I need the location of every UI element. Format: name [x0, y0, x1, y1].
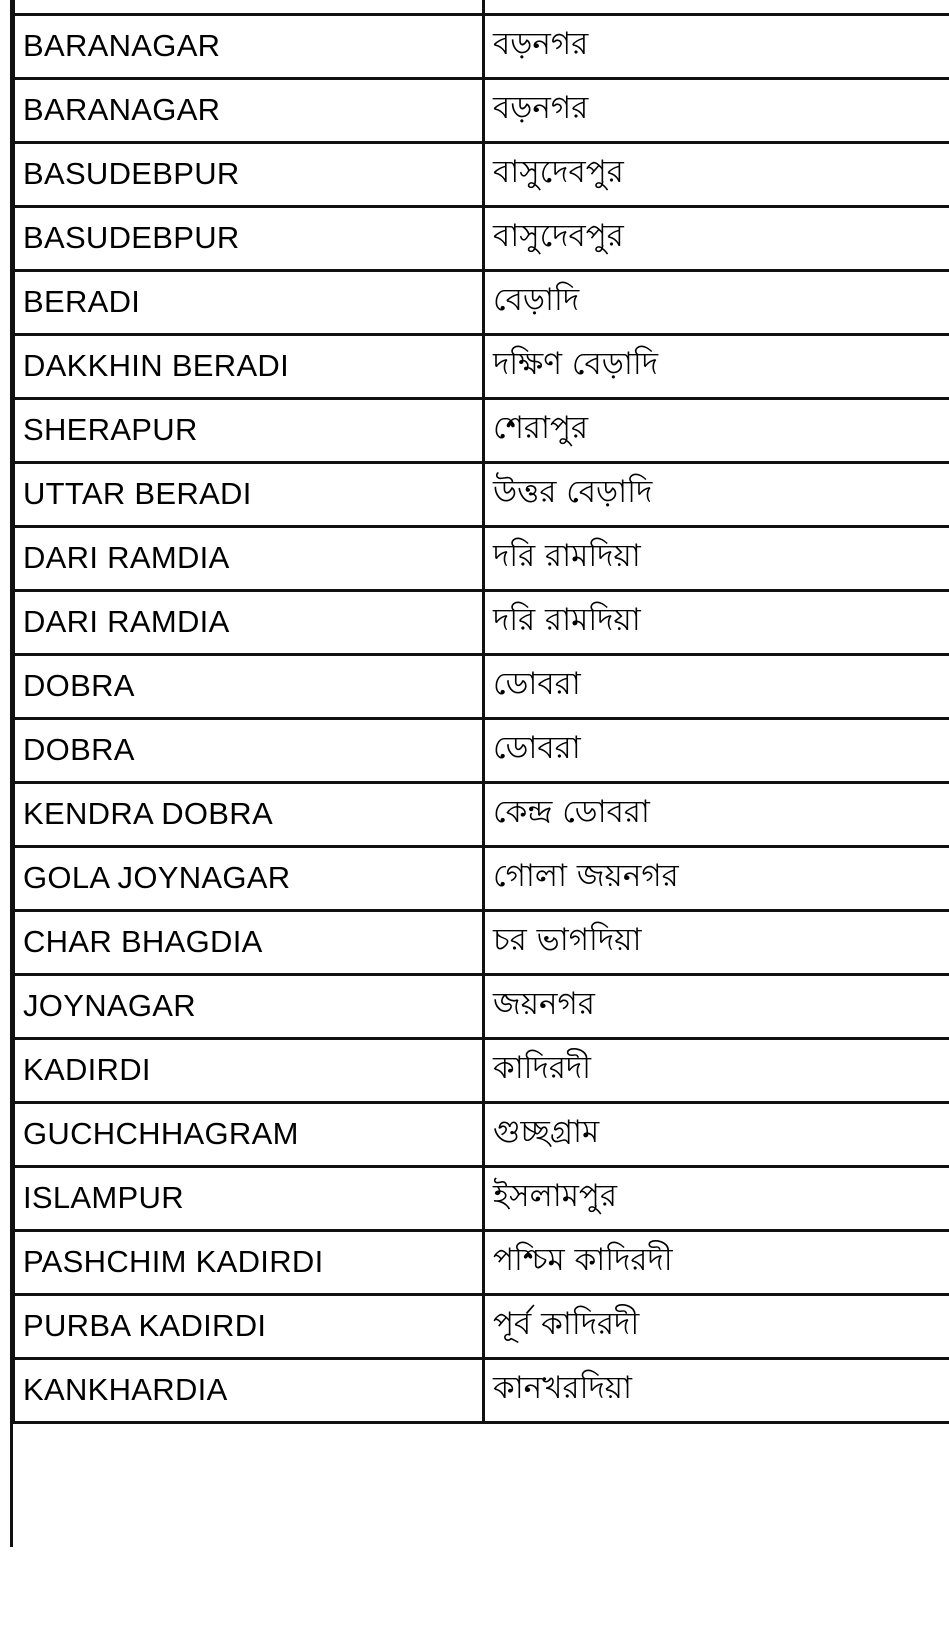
english-name-cell: DOBRA	[14, 718, 484, 782]
bengali-name-cell: বড়নগর	[484, 78, 949, 142]
english-name-cell: BARANAGAR	[14, 78, 484, 142]
english-name-cell: BARANAGAR	[14, 14, 484, 78]
bengali-name-cell: উত্তর বেড়াদি	[484, 462, 949, 526]
bengali-name-cell: কাদিরদী	[484, 1038, 949, 1102]
bengali-name-cell: ডোবরা	[484, 654, 949, 718]
table-row	[14, 462, 949, 526]
english-name-cell: BERADI	[14, 270, 484, 334]
table-row	[14, 718, 949, 782]
english-name-cell: ISLAMPUR	[14, 1166, 484, 1230]
table-row	[14, 1230, 949, 1294]
table-row	[14, 590, 949, 654]
bengali-name-cell: পশ্চিম কাদিরদী	[484, 1230, 949, 1294]
bengali-name-cell: দরি রামদিয়া	[484, 590, 949, 654]
bengali-name-cell: ইসলামপুর	[484, 1166, 949, 1230]
bengali-name-cell: জয়নগর	[484, 974, 949, 1038]
english-name-cell: CHAR BHAGDIA	[14, 910, 484, 974]
english-name-cell: KADIRDI	[14, 1038, 484, 1102]
bengali-name-cell: কানখরদিয়া	[484, 1358, 949, 1422]
table-row	[14, 206, 949, 270]
table-row	[14, 654, 949, 718]
table-row	[14, 782, 949, 846]
table-row	[14, 846, 949, 910]
table-row	[14, 142, 949, 206]
table-row	[14, 1358, 949, 1422]
english-name-cell: BASUDEBPUR	[14, 206, 484, 270]
table-row	[14, 1038, 949, 1102]
english-name-cell: KENDRA DOBRA	[14, 782, 484, 846]
table-body	[14, 0, 949, 1422]
table-row	[14, 270, 949, 334]
english-name-cell: PURBA KADIRDI	[14, 1294, 484, 1358]
english-name-cell: GUCHCHHAGRAM	[14, 1102, 484, 1166]
bengali-name-cell: চর ভাগদিয়া	[484, 910, 949, 974]
english-name-cell: BASUDEBPUR	[14, 142, 484, 206]
bengali-name-cell: ডোবরা	[484, 718, 949, 782]
english-name-cell: PASHCHIM KADIRDI	[14, 1230, 484, 1294]
english-name-cell: JOYNAGAR	[14, 974, 484, 1038]
english-name-cell: DAKKHIN BERADI	[14, 334, 484, 398]
bengali-name-cell: বাসুদেবপুর	[484, 142, 949, 206]
table-row	[14, 334, 949, 398]
table-row	[14, 1166, 949, 1230]
bengali-name-cell: বেড়াদি	[484, 270, 949, 334]
english-name-cell: GOLA JOYNAGAR	[14, 846, 484, 910]
english-name-cell: SHERAPUR	[14, 398, 484, 462]
cut-off-header-cell-english	[14, 0, 484, 14]
bengali-name-cell: গুচ্ছগ্রাম	[484, 1102, 949, 1166]
table-row	[14, 1102, 949, 1166]
village-name-table-wrapper	[12, 0, 949, 1424]
bengali-name-cell: দক্ষিণ বেড়াদি	[484, 334, 949, 398]
bengali-name-cell: শেরাপুর	[484, 398, 949, 462]
bengali-name-cell: বড়নগর	[484, 14, 949, 78]
english-name-cell: DARI RAMDIA	[14, 590, 484, 654]
table-row	[14, 398, 949, 462]
bengali-name-cell: কেন্দ্র ডোবরা	[484, 782, 949, 846]
english-name-cell: KANKHARDIA	[14, 1358, 484, 1422]
bengali-name-cell: গোলা জয়নগর	[484, 846, 949, 910]
cut-off-header-cell-bengali	[484, 0, 949, 14]
table-row	[14, 974, 949, 1038]
bengali-name-cell: দরি রামদিয়া	[484, 526, 949, 590]
english-name-cell: UTTAR BERADI	[14, 462, 484, 526]
table-row	[14, 1294, 949, 1358]
bengali-name-cell: বাসুদেবপুর	[484, 206, 949, 270]
table-row	[14, 78, 949, 142]
village-name-table	[12, 0, 949, 1424]
table-row	[14, 14, 949, 78]
english-name-cell: DARI RAMDIA	[14, 526, 484, 590]
table-row	[14, 910, 949, 974]
cut-off-header-row	[14, 0, 949, 14]
table-row	[14, 526, 949, 590]
bengali-name-cell: পূর্ব কাদিরদী	[484, 1294, 949, 1358]
english-name-cell: DOBRA	[14, 654, 484, 718]
